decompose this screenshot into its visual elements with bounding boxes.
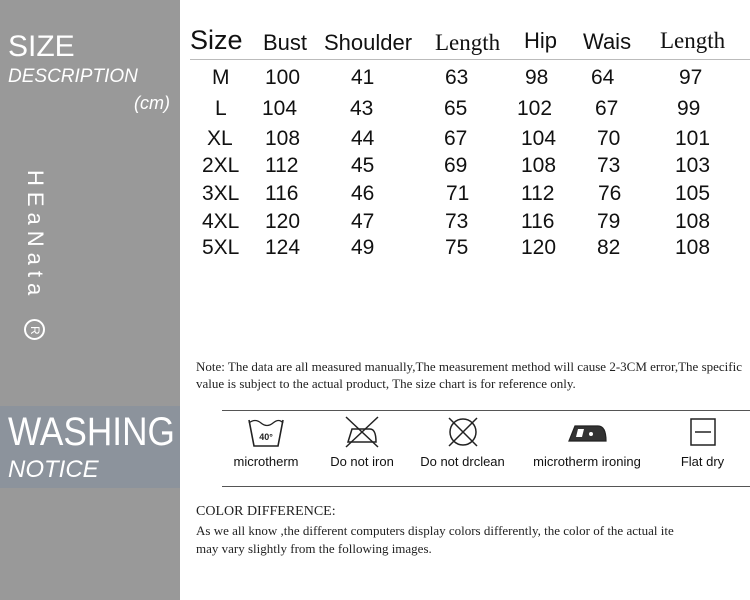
table-cell: 102 [517,97,553,120]
table-cell: 98 [525,66,549,89]
table-cell: 70 [597,127,621,150]
care-divider-bottom [222,486,750,487]
table-cell: 45 [351,154,375,177]
header-length: Length [435,30,501,55]
table-cell: 76 [598,182,622,205]
washing-title: WASHING [8,410,175,454]
table-cell: 116 [521,210,555,233]
table-cell: 73 [597,154,621,177]
table-cell: 71 [446,182,470,205]
header-length-2: Length [660,28,726,53]
table-cell: 120 [521,236,557,259]
brand-name: HEaNata [23,170,48,302]
care-item-flat-dry [665,415,740,469]
care-label-flat-dry: Flat dry [680,454,725,469]
no-iron-icon [342,415,382,449]
color-difference-body [196,522,750,558]
care-label-iron-low: microtherm ironing [533,454,641,469]
table-cell: 64 [591,66,615,89]
table-cell: 105 [675,182,711,205]
svg-text:40°: 40° [259,432,273,442]
table-cell: 47 [351,210,375,233]
size-subtitle: DESCRIPTION [8,66,138,87]
unit-label: (cm) [134,93,170,113]
divider-strip [180,406,195,488]
table-cell: M [212,66,230,89]
flat-dry-icon [683,415,723,449]
registered-icon: R [24,319,45,340]
table-cell: 5XL [202,236,240,259]
table-cell: 104 [262,97,298,120]
measurement-note: Note: The data are all measured manually,The measurement method will cause 2-3CM error,The specific value is subject to the actual product, The size chart is for reference only. [196,359,742,391]
header-underline [190,59,750,60]
size-title: SIZE [8,30,75,63]
color-difference-line-1: As we all know ,the different computers display colors differently, the color of the actual ite [196,523,674,538]
table-cell: 67 [595,97,619,120]
table-cell: 73 [445,210,469,233]
care-item-iron-low [522,415,652,469]
table-cell: 99 [677,97,701,120]
wash-40-icon [246,415,286,449]
table-cell: 82 [597,236,621,259]
table-cell: 103 [675,154,711,177]
care-label-no-iron: Do not iron [330,454,394,469]
header-size: Size [190,25,243,55]
table-cell: 65 [444,97,468,120]
table-cell: 112 [521,182,555,205]
table-cell: 100 [265,66,301,89]
table-cell: 79 [597,210,621,233]
care-item-wash [226,415,306,469]
table-cell: 108 [521,154,557,177]
table-cell: 97 [679,66,703,89]
table-cell: 49 [351,236,375,259]
color-difference-line-2: may vary slightly from the following images. [196,541,432,556]
table-cell: 67 [444,127,468,150]
table-cell: 108 [675,210,711,233]
header-hip: Hip [524,28,558,53]
care-item-no-iron [322,415,402,469]
care-label-wash: microtherm [233,454,299,469]
iron-low-icon [564,415,610,449]
table-cell: L [215,97,227,120]
care-divider-top [222,410,750,411]
table-cell: 63 [445,66,469,89]
table-cell: 104 [521,127,557,150]
table-cell: XL [207,127,233,150]
table-cell: 69 [444,154,468,177]
header-bust: Bust [263,30,308,55]
no-dryclean-icon [443,415,483,449]
table-cell: 124 [265,236,301,259]
table-cell: 41 [351,66,375,89]
table-cell: 120 [265,210,301,233]
table-cell: 4XL [202,210,240,233]
table-cell: 46 [351,182,375,205]
table-cell: 43 [350,97,374,120]
table-cell: 101 [675,127,711,150]
table-cell: 3XL [202,182,240,205]
header-shoulder: Shoulder [324,30,413,55]
notice-subtitle: NOTICE [8,456,99,483]
table-cell: 108 [675,236,711,259]
table-cell: 116 [265,182,299,205]
table-cell: 75 [445,236,469,259]
table-cell: 112 [265,154,299,177]
brand-logo [22,170,48,340]
table-cell: 108 [265,127,301,150]
header-waist: Wais [583,29,632,54]
color-difference-title: COLOR DIFFERENCE: [196,504,336,519]
care-item-no-dryclean [415,415,510,469]
table-cell: 2XL [202,154,240,177]
table-cell: 44 [351,127,375,150]
care-label-no-dryclean: Do not drclean [420,454,505,469]
